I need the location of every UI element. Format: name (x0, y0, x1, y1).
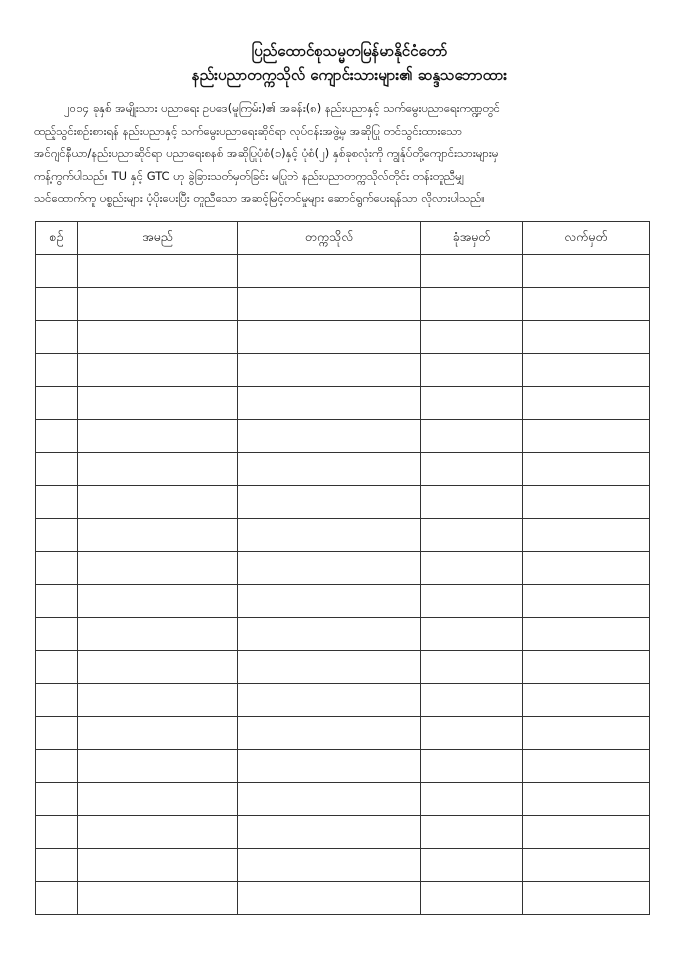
cell-signature[interactable] (523, 453, 650, 486)
cell-name[interactable] (78, 618, 238, 651)
cell-roll-no[interactable] (421, 816, 523, 849)
cell-roll-no[interactable] (421, 750, 523, 783)
cell-name[interactable] (78, 354, 238, 387)
table-row (36, 750, 650, 783)
table-row (36, 420, 650, 453)
table-row (36, 849, 650, 882)
cell-name[interactable] (78, 849, 238, 882)
cell-name[interactable] (78, 717, 238, 750)
table-row (36, 354, 650, 387)
column-header-name: အမည် (78, 222, 238, 255)
cell-no[interactable] (36, 354, 78, 387)
cell-university[interactable] (238, 783, 421, 816)
cell-no[interactable] (36, 684, 78, 717)
cell-no[interactable] (36, 618, 78, 651)
cell-university[interactable] (238, 684, 421, 717)
cell-roll-no[interactable] (421, 321, 523, 354)
column-header-signature: လက်မှတ် (523, 222, 650, 255)
cell-name[interactable] (78, 519, 238, 552)
cell-university[interactable] (238, 519, 421, 552)
cell-name[interactable] (78, 255, 238, 288)
table-row (36, 321, 650, 354)
cell-no[interactable] (36, 816, 78, 849)
statement-line: အင်ဂျင်နီယာ/နည်းပညာဆိုင်ရာ ပညာရေးစနစ် အဆိုပြုပုံစံ(၁)နှင့် ပုံစံ(၂) နှစ်ခုစလုံးကို ကျွန်ုပ်တို့ကျောင်းသားများမှ (34, 146, 499, 160)
column-header-no: စဉ် (36, 222, 78, 255)
cell-roll-no[interactable] (421, 618, 523, 651)
cell-university[interactable] (238, 816, 421, 849)
table-row (36, 519, 650, 552)
table-row (36, 486, 650, 519)
cell-roll-no[interactable] (421, 387, 523, 420)
cell-signature[interactable] (523, 750, 650, 783)
cell-roll-no[interactable] (421, 255, 523, 288)
cell-signature[interactable] (523, 684, 650, 717)
table-row (36, 651, 650, 684)
cell-university[interactable] (238, 651, 421, 684)
cell-signature[interactable] (523, 651, 650, 684)
cell-no[interactable] (36, 486, 78, 519)
column-header-roll-no: ခုံအမှတ် (421, 222, 523, 255)
cell-roll-no[interactable] (421, 453, 523, 486)
cell-roll-no[interactable] (421, 288, 523, 321)
cell-name[interactable] (78, 321, 238, 354)
cell-roll-no[interactable] (421, 354, 523, 387)
cell-roll-no[interactable] (421, 783, 523, 816)
cell-roll-no[interactable] (421, 651, 523, 684)
cell-signature[interactable] (523, 354, 650, 387)
cell-roll-no[interactable] (421, 684, 523, 717)
cell-name[interactable] (78, 651, 238, 684)
cell-roll-no[interactable] (421, 717, 523, 750)
cell-name[interactable] (78, 585, 238, 618)
statement-line: သင်ထောက်ကူ ပစ္စည်းများ ပံ့ပိုးပေးပြီး တူညီသော အဆင့်မြင့်တင်မှုများ ဆောင်ရွက်ပေးရန်သာ လိုလားပါသည်။ (34, 191, 485, 205)
cell-name[interactable] (78, 288, 238, 321)
petition-title: နည်းပညာတက္ကသိုလ် ကျောင်းသားများ၏ ဆန္ဒသဘောထား (191, 66, 508, 84)
cell-name[interactable] (78, 486, 238, 519)
cell-no[interactable] (36, 453, 78, 486)
cell-no[interactable] (36, 420, 78, 453)
cell-name[interactable] (78, 882, 238, 915)
cell-university[interactable] (238, 288, 421, 321)
cell-name[interactable] (78, 684, 238, 717)
cell-no[interactable] (36, 651, 78, 684)
statement-line: ၂၀၁၄ ခုနှစ် အမျိုးသား ပညာရေး ဥပဒေ(မူကြမ်း)၏ အခန်း(၈) နည်းပညာနှင့် သက်မွေးပညာရေးကဏ္ဍတွင် (64, 101, 501, 115)
cell-signature[interactable] (523, 783, 650, 816)
state-title: ပြည်ထောင်စုသမ္မတမြန်မာနိုင်ငံတော် (251, 42, 448, 60)
cell-university[interactable] (238, 486, 421, 519)
cell-no[interactable] (36, 717, 78, 750)
cell-university[interactable] (238, 255, 421, 288)
cell-university[interactable] (238, 849, 421, 882)
cell-roll-no[interactable] (421, 420, 523, 453)
signature-table-body (36, 255, 650, 915)
cell-no[interactable] (36, 255, 78, 288)
table-row (36, 255, 650, 288)
cell-signature[interactable] (523, 519, 650, 552)
cell-no[interactable] (36, 552, 78, 585)
table-row (36, 585, 650, 618)
cell-roll-no[interactable] (421, 519, 523, 552)
cell-name[interactable] (78, 387, 238, 420)
table-row (36, 717, 650, 750)
cell-roll-no[interactable] (421, 849, 523, 882)
table-row (36, 618, 650, 651)
cell-roll-no[interactable] (421, 585, 523, 618)
table-row (36, 882, 650, 915)
cell-name[interactable] (78, 816, 238, 849)
column-header-university: တက္ကသိုလ် (238, 222, 421, 255)
statement-paragraph (34, 97, 650, 210)
cell-name[interactable] (78, 750, 238, 783)
table-row (36, 783, 650, 816)
cell-roll-no[interactable] (421, 486, 523, 519)
cell-signature[interactable] (523, 288, 650, 321)
cell-no[interactable] (36, 387, 78, 420)
cell-name[interactable] (78, 420, 238, 453)
cell-university[interactable] (238, 618, 421, 651)
cell-signature[interactable] (523, 717, 650, 750)
cell-no[interactable] (36, 849, 78, 882)
cell-no[interactable] (36, 321, 78, 354)
cell-no[interactable] (36, 783, 78, 816)
cell-signature[interactable] (523, 387, 650, 420)
table-row (36, 684, 650, 717)
cell-signature[interactable] (523, 420, 650, 453)
cell-university[interactable] (238, 585, 421, 618)
cell-university[interactable] (238, 750, 421, 783)
cell-no[interactable] (36, 882, 78, 915)
cell-signature[interactable] (523, 321, 650, 354)
cell-name[interactable] (78, 552, 238, 585)
cell-signature[interactable] (523, 816, 650, 849)
table-row (36, 552, 650, 585)
cell-name[interactable] (78, 453, 238, 486)
signature-table (35, 221, 650, 915)
cell-roll-no[interactable] (421, 552, 523, 585)
cell-name[interactable] (78, 783, 238, 816)
cell-university[interactable] (238, 882, 421, 915)
cell-university[interactable] (238, 387, 421, 420)
cell-signature[interactable] (523, 882, 650, 915)
statement-line: ထည့်သွင်းစဉ်းစားရန် နည်းပညာနှင့် သက်မွေးပညာရေးဆိုင်ရာ လုပ်ငန်းအဖွဲ့မှ အဆိုပြု တင်သွင်းထားသော (34, 123, 463, 138)
statement-line: ကန့်ကွက်ပါသည်။ TU နှင့် GTC ဟု ခွဲခြားသတ်မှတ်ခြင်း မပြုဘဲ နည်းပညာတက္ကသိုလ်တိုင်း တန်းတူညီမျှ (34, 168, 465, 183)
cell-no[interactable] (36, 750, 78, 783)
table-row (36, 387, 650, 420)
cell-signature[interactable] (523, 618, 650, 651)
cell-no[interactable] (36, 519, 78, 552)
cell-no[interactable] (36, 585, 78, 618)
table-row (36, 453, 650, 486)
cell-no[interactable] (36, 288, 78, 321)
table-row (36, 816, 650, 849)
table-row (36, 288, 650, 321)
cell-university[interactable] (238, 420, 421, 453)
cell-signature[interactable] (523, 585, 650, 618)
cell-roll-no[interactable] (421, 882, 523, 915)
cell-signature[interactable] (523, 849, 650, 882)
cell-university[interactable] (238, 354, 421, 387)
cell-university[interactable] (238, 453, 421, 486)
cell-signature[interactable] (523, 486, 650, 519)
cell-university[interactable] (238, 552, 421, 585)
cell-university[interactable] (238, 321, 421, 354)
cell-university[interactable] (238, 717, 421, 750)
cell-signature[interactable] (523, 552, 650, 585)
table-header-row (36, 222, 650, 255)
cell-signature[interactable] (523, 255, 650, 288)
